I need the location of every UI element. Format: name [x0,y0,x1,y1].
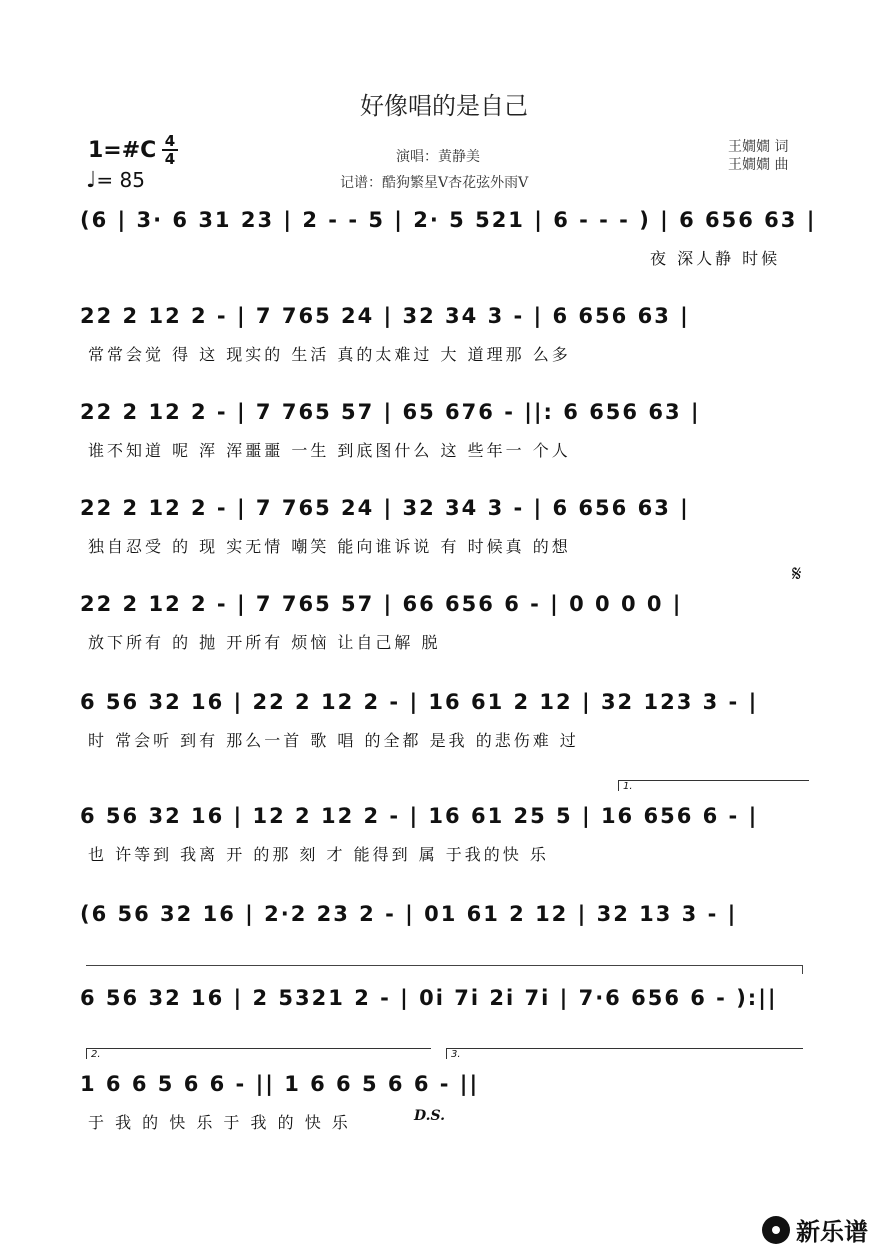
lyrics-line: 也 许等到 我离 开 的那 刻 才 能得到 属 于我的快 乐 [88,845,549,864]
notation-line: (6 56 32 16 | 2·2 23 2 - | 01 61 2 12 | 32 13 3 - | [80,902,738,926]
record-disc-icon [762,1216,790,1244]
score-row-4 [80,496,810,576]
composer-credit: 王嫺嫺 曲 [728,157,789,173]
segno-sign: 𝄋 [792,562,802,587]
notation-line: 6 56 32 16 | 12 2 12 2 - | 16 61 25 5 | 16 656 6 - | [80,804,759,828]
transcriber-credit: 记谱：酷狗繁星V杏花弦外雨V [340,175,529,191]
time-signature-bottom: 4 [164,150,176,168]
score-row-3 [80,400,810,480]
notation-line: 1 6 6 5 6 6 - || 1 6 6 5 6 6 - || [80,1072,480,1096]
notation-line: 6 56 32 16 | 22 2 12 2 - | 16 61 2 12 | 32 123 3 - | [80,690,759,714]
score-row-1 [80,208,817,288]
notation-line: 22 2 12 2 - | 7 765 24 | 32 34 3 - | 6 656 63 | [80,496,690,520]
page-title: 好像唱的是自己 [360,92,528,120]
lyrics-line: 常常会觉 得 这 现实的 生活 真的太难过 大 道理那 么多 [88,345,571,364]
score-row-2 [80,304,810,384]
lyrics-line: 独自忍受 的 现 实无情 嘲笑 能向谁诉说 有 时候真 的想 [88,537,571,556]
lyrics-line: 时 常会听 到有 那么一首 歌 唱 的全都 是我 的悲伤难 过 [88,731,579,750]
lyrics-line: 于 我 的 快 乐 于 我 的 快 乐 [88,1113,351,1132]
volta-bracket-3: 3. [446,1048,803,1059]
lyrics-line: 夜 深人静 时候 [650,249,781,268]
notation-line: 22 2 12 2 - | 7 765 24 | 32 34 3 - | 6 656 63 | [80,304,690,328]
notation-line: 22 2 12 2 - | 7 765 57 | 66 656 6 - | 0 0 0 0 | [80,592,683,616]
notation-line: (6 | 3· 6 31 23 | 2 - - 5 | 2· 5 521 | 6 - - - ) | 6 656 63 | [80,208,817,232]
volta-bracket-1: 1. [618,780,809,791]
lyrics-line: 放下所有 的 抛 开所有 烦恼 让自己解 脱 [88,633,441,652]
score-row-7 [80,804,810,884]
repeat-bracket-line [86,965,803,974]
logo-text: 新乐谱 [796,1218,868,1246]
tempo-value: = 85 [96,168,145,192]
key-signature: 1=#C [88,138,157,163]
lyrics-line: 谁不知道 呢 浑 浑噩噩 一生 到底图什么 这 些年一 个人 [88,441,571,460]
volta-bracket-2: 2. [86,1048,431,1059]
notation-line: 22 2 12 2 - | 7 765 57 | 65 676 - ||: 6 656 63 | [80,400,701,424]
time-signature [162,134,178,166]
singer-credit: 演唱：黄静美 [396,149,480,165]
lyricist-credit: 王嫺嫺 词 [728,139,789,155]
dal-segno-mark: D.S. [414,1108,446,1124]
notation-line: 6 56 32 16 | 2 5321 2 - | 0i 7i 2i 7i | 7·6 656 6 - ):|| [80,986,778,1010]
tempo [86,168,145,193]
score-row-6 [80,690,810,770]
time-signature-top: 4 [164,132,176,150]
site-logo [762,1212,868,1247]
score-row-5 [80,592,810,672]
quarter-note-icon: ♩ [86,168,97,193]
